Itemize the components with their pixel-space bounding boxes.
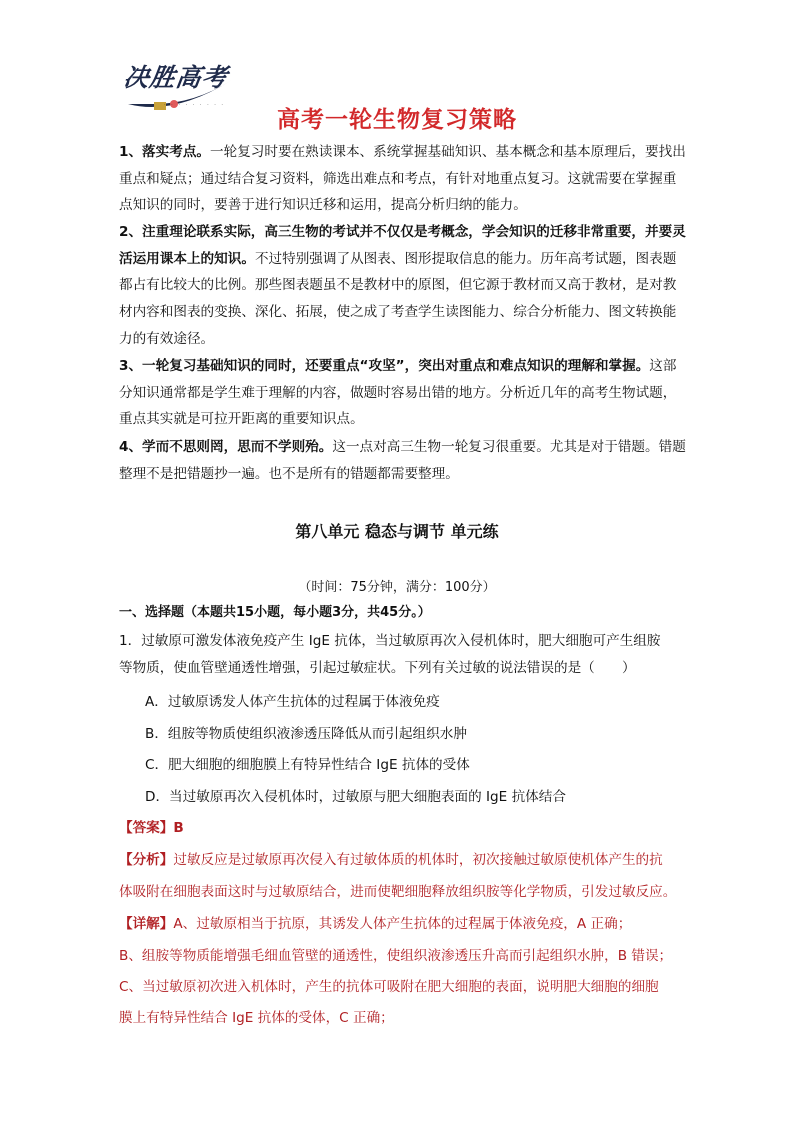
strategy-text: 这一点对高三生物一轮复习很重要。尤其是对于错题。错题整理不是把错题抄一遍。也不是所有的错题都需要整理。: [119, 439, 686, 482]
detail-line: C、当过敏原初次进入机体时，产生的抗体可吸附在肥大细胞的表面，说明肥大细胞的细胞: [119, 979, 659, 995]
strategy-item: [119, 434, 689, 487]
detail-label: 【详解】: [119, 916, 174, 932]
analysis-label: 【分析】: [119, 852, 174, 868]
strategy-text: 不过特别强调了从图表、图形提取信息的能力。历年高考试题，图表题都占有比较大的比例。那些图表题虽不是教材中的原图，但它源于教材而又高于教材，是对教材内容和图表的变换、深化、拓展，使之成了考查学生读图能力、综合分析能力、图文转换能力的有效途径。: [119, 250, 677, 347]
time-info: （时间：75分钟，满分：100分）: [298, 580, 496, 595]
detail-line: 膜上有特异性结合 IgE 抗体的受体，C 正确；: [119, 1010, 394, 1026]
strategy-item: [119, 219, 689, 353]
analysis-text: 过敏反应是过敏原再次侵入有过敏体质的机体时，初次接触过敏原使机体产生的抗: [173, 852, 663, 868]
strategy-item: [119, 139, 689, 219]
detail-text: A、过敏原相当于抗原，其诱发人体产生抗体的过程属于体液免疫，A 正确；: [173, 916, 632, 932]
option-d: D．当过敏原再次入侵机体时，过敏原与肥大细胞表面的 IgE 抗体结合: [145, 789, 566, 805]
answer-label: 【答案】: [119, 820, 174, 836]
section-header: 一、选择题（本题共15小题，每小题3分，共45分。）: [119, 605, 431, 620]
unit-title: 第八单元 稳态与调节 单元练: [295, 522, 499, 541]
strategy-lead: 2、注重理论联系实际，高三生物的考试并不仅仅是考概念，学会知识的迁移非常重要，并要灵活运用课本上的知识。: [119, 224, 686, 267]
answer-value: B: [173, 820, 184, 836]
analysis-line: [119, 845, 689, 877]
page-title: 高考一轮生物复习策略: [277, 107, 517, 133]
detail-line: [119, 909, 689, 941]
detail-line: B、组胺等物质能增强毛细血管壁的通透性，使组织液渗透压升高而引起组织水肿，B 错误；: [119, 948, 673, 964]
question-line: 等物质，使血管壁通透性增强，引起过敏症状。下列有关过敏的说法错误的是（ ）: [119, 660, 636, 676]
strategy-text: 这部分知识通常都是学生难于理解的内容，做题时容易出错的地方。分析近几年的高考生物试题，重点其实就是可拉开距离的重要知识点。: [119, 358, 677, 428]
analysis-line: 体吸附在细胞表面这时与过敏原结合，进而使靶细胞释放组织胺等化学物质，引发过敏反应。: [119, 884, 677, 900]
strategy-lead: 4、学而不思则罔，思而不学则殆。: [119, 439, 333, 455]
strategy-lead: 1、落实考点。: [119, 144, 211, 160]
logo-text: 决胜高考: [121, 63, 230, 92]
strategy-lead: 3、一轮复习基础知识的同时，还要重点“攻坚”，突出对重点和难点知识的理解和掌握。: [119, 358, 650, 374]
strategy-text: 一轮复习时要在熟读课本、系统掌握基础知识、基本概念和基本原理后，要找出重点和疑点；通过结合复习资料，筛选出难点和考点，有针对地重点复习。这就需要在掌握重点知识的同时，要善于进行知识迁移和运用，提高分析归纳的能力。: [119, 144, 686, 214]
option-a: A．过敏原诱发人体产生抗体的过程属于体液免疫: [145, 694, 440, 710]
logo-subtext: · · · · · · · · ·: [164, 102, 226, 108]
strategy-item: [119, 353, 689, 433]
option-b: B．组胺等物质使组织液渗透压降低从而引起组织水肿: [145, 726, 467, 742]
answer-line: [119, 813, 689, 845]
question-line: 1．过敏原可激发体液免疫产生 IgE 抗体，当过敏原再次入侵机体时，肥大细胞可产生组胺: [119, 633, 661, 649]
option-c: C．肥大细胞的细胞膜上有特异性结合 IgE 抗体的受体: [145, 757, 470, 773]
